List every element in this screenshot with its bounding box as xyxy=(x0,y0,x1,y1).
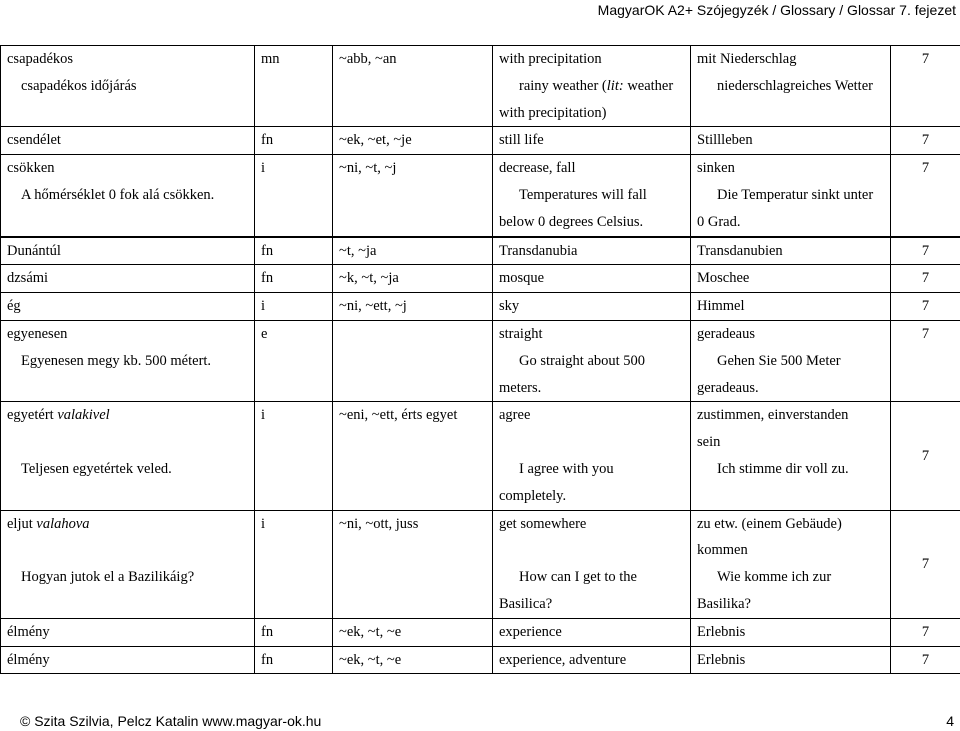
chapter-number: 7 xyxy=(891,237,960,265)
page-number: 4 xyxy=(946,713,954,729)
german-cell xyxy=(691,46,891,127)
example-english-cont: with precipitation) xyxy=(499,104,607,121)
english-translation: straight xyxy=(499,325,543,342)
table-row xyxy=(1,510,960,618)
hungarian-word-cell xyxy=(1,510,255,618)
english-cell xyxy=(493,510,691,618)
german-translation: zu etw. (einem Gebäude) xyxy=(697,515,842,532)
word-forms xyxy=(333,320,493,401)
german-cell xyxy=(691,402,891,510)
table-row xyxy=(1,46,960,127)
example-german: Gehen Sie 500 Meter xyxy=(717,352,841,369)
word-forms: ~ek, ~et, ~je xyxy=(333,127,493,155)
german-translation: geradeaus xyxy=(697,325,755,342)
word-forms: ~abb, ~an xyxy=(333,46,493,127)
table-row xyxy=(1,402,960,510)
example-german: Die Temperatur sinkt unter xyxy=(717,186,874,203)
hungarian-word: Dunántúl xyxy=(1,237,255,265)
english-translation: Transdanubia xyxy=(493,237,691,265)
example-english: I agree with you xyxy=(519,460,614,477)
english-translation: agree xyxy=(499,407,531,424)
example-german: niederschlagreiches Wetter xyxy=(717,77,873,94)
hungarian-word: dzsámi xyxy=(1,265,255,293)
hungarian-word: élmény xyxy=(1,646,255,674)
word-forms: ~k, ~t, ~ja xyxy=(333,265,493,293)
part-of-speech: i xyxy=(255,155,333,237)
part-of-speech: mn xyxy=(255,46,333,127)
table-row xyxy=(1,293,960,321)
german-cell xyxy=(691,155,891,237)
hungarian-word: csapadékos xyxy=(7,51,74,67)
english-translation: with precipitation xyxy=(499,51,602,67)
hungarian-word: egyenesen xyxy=(7,325,68,342)
english-cell xyxy=(493,155,691,237)
example-german: Ich stimme dir voll zu. xyxy=(717,460,849,477)
word-forms: ~ni, ~ott, juss xyxy=(333,510,493,618)
table-row xyxy=(1,237,960,265)
example-german-cont: geradeaus. xyxy=(697,379,759,396)
word-forms: ~t, ~ja xyxy=(333,237,493,265)
english-translation: decrease, fall xyxy=(499,160,576,177)
example-hungarian: Egyenesen megy kb. 500 métert. xyxy=(21,352,212,369)
part-of-speech: e xyxy=(255,320,333,401)
chapter-number: 7 xyxy=(891,510,960,618)
hungarian-word: egyetért valakivel xyxy=(7,407,110,424)
table-row xyxy=(1,618,960,646)
german-translation: Moschee xyxy=(691,265,891,293)
part-of-speech: fn xyxy=(255,618,333,646)
english-cell xyxy=(493,402,691,510)
english-translation: mosque xyxy=(493,265,691,293)
word-forms: ~ni, ~ett, ~j xyxy=(333,293,493,321)
german-cell xyxy=(691,510,891,618)
example-english-cont: below 0 degrees Celsius. xyxy=(499,213,644,230)
chapter-number: 7 xyxy=(891,320,960,401)
german-translation-cont: sein xyxy=(697,434,721,451)
example-english: Temperatures will fall xyxy=(519,186,647,203)
example-hungarian: Hogyan jutok el a Bazilikáig? xyxy=(21,569,195,586)
part-of-speech: fn xyxy=(255,646,333,674)
english-cell xyxy=(493,46,691,127)
example-english: rainy weather (lit: weather xyxy=(519,77,674,94)
example-english: How can I get to the xyxy=(519,569,637,586)
example-german-cont: Basilika? xyxy=(697,595,751,612)
english-translation: experience xyxy=(493,618,691,646)
german-translation: sinken xyxy=(697,160,735,177)
chapter-number: 7 xyxy=(891,265,960,293)
hungarian-word-cell xyxy=(1,320,255,401)
glossary-table xyxy=(0,45,960,674)
example-german-cont: 0 Grad. xyxy=(697,213,741,230)
word-forms: ~ek, ~t, ~e xyxy=(333,618,493,646)
word-forms: ~ni, ~t, ~j xyxy=(333,155,493,237)
part-of-speech: i xyxy=(255,293,333,321)
table-row xyxy=(1,127,960,155)
page-header: MagyarOK A2+ Szójegyzék / Glossary / Glossar 7. fejezet xyxy=(597,2,956,18)
german-translation: Himmel xyxy=(691,293,891,321)
german-translation: mit Niederschlag xyxy=(697,51,797,67)
part-of-speech: i xyxy=(255,510,333,618)
part-of-speech: fn xyxy=(255,265,333,293)
example-hungarian: Teljesen egyetértek veled. xyxy=(21,460,172,477)
chapter-number: 7 xyxy=(891,618,960,646)
example-hungarian: A hőmérséklet 0 fok alá csökken. xyxy=(21,186,215,203)
chapter-number: 7 xyxy=(891,155,960,237)
part-of-speech: fn xyxy=(255,127,333,155)
english-translation: experience, adventure xyxy=(493,646,691,674)
chapter-number: 7 xyxy=(891,293,960,321)
chapter-number: 7 xyxy=(891,402,960,510)
page-footer xyxy=(20,711,954,731)
german-cell xyxy=(691,320,891,401)
chapter-number: 7 xyxy=(891,46,960,127)
chapter-number: 7 xyxy=(891,127,960,155)
hungarian-word: eljut valahova xyxy=(7,515,90,532)
english-translation: sky xyxy=(493,293,691,321)
hungarian-word-cell xyxy=(1,155,255,237)
example-english-cont: Basilica? xyxy=(499,595,553,612)
part-of-speech: i xyxy=(255,402,333,510)
english-translation: still life xyxy=(493,127,691,155)
table-row xyxy=(1,646,960,674)
german-translation-cont: kommen xyxy=(697,542,748,559)
example-hungarian: csapadékos időjárás xyxy=(21,77,137,94)
german-translation: zustimmen, einverstanden xyxy=(697,407,849,424)
word-forms: ~ek, ~t, ~e xyxy=(333,646,493,674)
hungarian-word: csökken xyxy=(7,160,55,177)
table-row xyxy=(1,320,960,401)
hungarian-word: élmény xyxy=(1,618,255,646)
german-translation: Erlebnis xyxy=(691,646,891,674)
table-row xyxy=(1,155,960,237)
table-row xyxy=(1,265,960,293)
example-german: Wie komme ich zur xyxy=(717,569,832,586)
hungarian-word-cell xyxy=(1,46,255,127)
example-english: Go straight about 500 xyxy=(519,352,646,369)
english-cell xyxy=(493,320,691,401)
hungarian-word: csendélet xyxy=(1,127,255,155)
example-english-cont: completely. xyxy=(499,487,567,504)
footer-copyright: © Szita Szilvia, Pelcz Katalin www.magyar-ok.hu xyxy=(20,713,322,729)
hungarian-word-cell xyxy=(1,402,255,510)
german-translation: Stillleben xyxy=(691,127,891,155)
chapter-number: 7 xyxy=(891,646,960,674)
example-english-cont: meters. xyxy=(499,379,542,396)
german-translation: Transdanubien xyxy=(691,237,891,265)
english-translation: get somewhere xyxy=(499,515,587,532)
word-forms: ~eni, ~ett, érts egyet xyxy=(333,402,493,510)
german-translation: Erlebnis xyxy=(691,618,891,646)
part-of-speech: fn xyxy=(255,237,333,265)
hungarian-word: ég xyxy=(1,293,255,321)
